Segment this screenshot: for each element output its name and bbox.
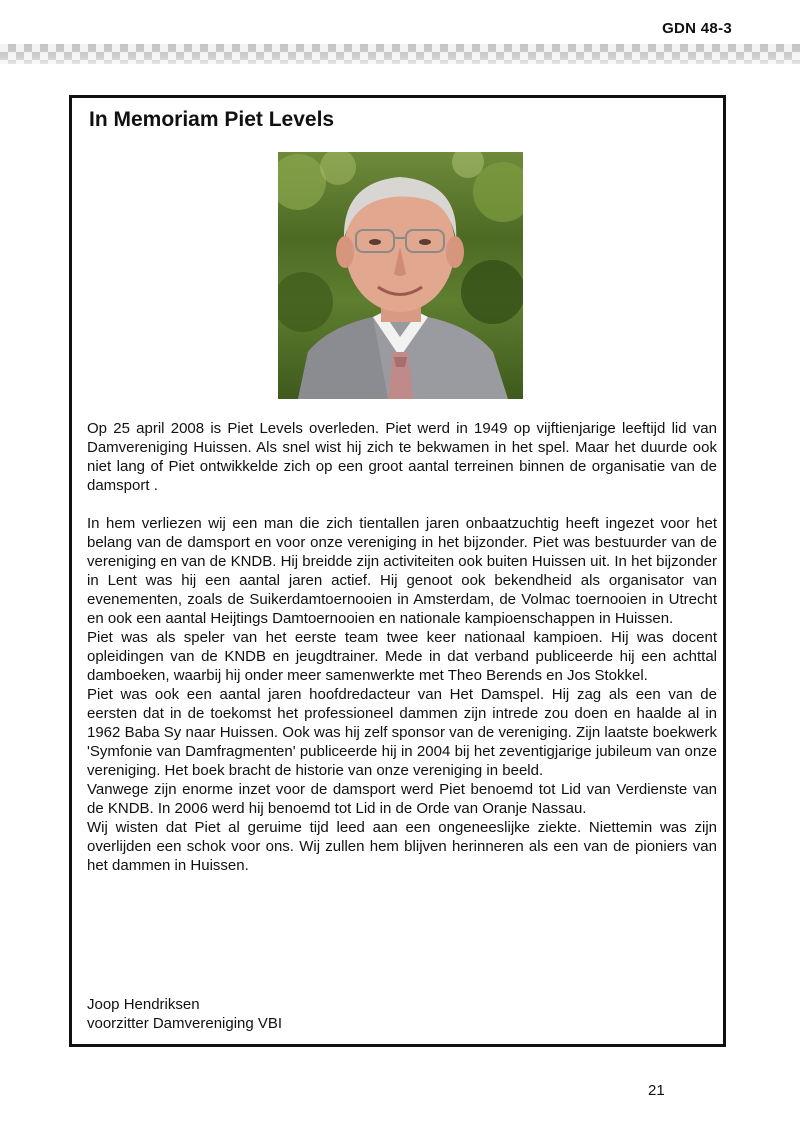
signature-block [87,995,282,1033]
signature-name: Joop Hendriksen [87,996,200,1013]
portrait-illustration [278,152,523,399]
paragraph-3: Piet was als speler van het eerste team twee keer nationaal kampioen. Hij was docent opleidingen van de KNDB en jeugdtrainer. Mede in dat verband publiceerde hij een achttal damboeken, waarbij hij onder meer samenwerkte met Theo Berends en Jos Stokkel. [87,629,717,684]
paragraph-4: Piet was ook een aantal jaren hoofdredacteur van Het Damspel. Hij zag als een van de eersten dat in de toekomst het professioneel dammen zijn intrede zou doen en haalde al in 1962 Baba Sy naar Huissen. Ook was hij zelf sponsor van de vereniging. Zijn laatste boekwerk 'Symfonie van Damfragmenten' publiceerde hij in 2004 bij het zeventigjarige jubileum van onze vereniging. Het boek bracht de historie van onze vereniging in beeld. [87,686,717,779]
article-title: In Memoriam Piet Levels [89,108,335,131]
paragraph-1: Op 25 april 2008 is Piet Levels overleden. Piet werd in 1949 op vijftienjarige leeftijd lid van Damvereniging Huissen. Als snel wist hij zich te bekwamen in het spel. Maar het duurde ook niet lang of Piet ontwikkelde zich op een groot aantal terreinen binnen de organisatie van de damsport . [87,420,717,494]
signature-role: voorzitter Damvereniging VBI [87,1015,283,1032]
article-body [87,419,717,875]
portrait-photo [278,152,523,399]
paragraph-5: Vanwege zijn enorme inzet voor de damsport werd Piet benoemd tot Lid van Verdienste van de KNDB. In 2006 werd hij benoemd tot Lid in de Orde van Oranje Nassau. [87,781,717,817]
paragraph-2: In hem verliezen wij een man die zich tientallen jaren onbaatzuchtig heeft ingezet voor het belang van de damsport en voor onze vereniging in het bijzonder. Piet was bestuurder van de vereniging en van de KNDB. Hij breidde zijn activiteiten ook buiten Huissen uit. In het bijzonder in Lent was hij een aantal jaren actief. Hij genoot ook bekendheid als organisator van evenementen, zoals de Suikerdamtoernooien in Amsterdam, de Volmac toernooien in Utrecht en ook een aantal Heijtings Damtoernooien en nationale kampioenschappen in Huissen. [87,515,717,627]
page-number: 21 [648,1082,665,1099]
paragraph-spacer [87,495,717,514]
paragraph-6: Wij wisten dat Piet al geruime tijd leed aan een ongeneeslijke ziekte. Niettemin was zijn overlijden een schok voor ons. Wij zullen hem blijven herinneren als een van de pioniers van het dammen in Huissen. [87,819,717,874]
checkered-band-fade [0,44,800,64]
memoriam-frame [69,95,726,1047]
issue-code: GDN 48-3 [662,20,732,37]
